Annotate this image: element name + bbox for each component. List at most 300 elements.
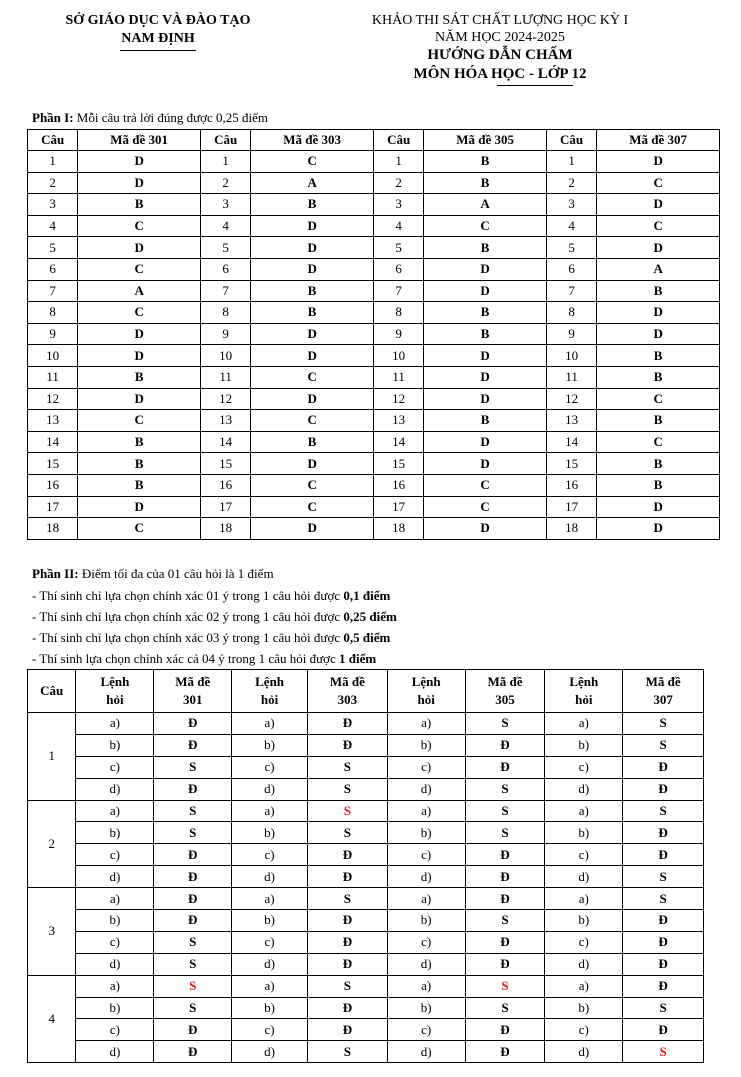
column-header: Mã đề 307	[623, 670, 704, 713]
answer-cell: D	[424, 258, 547, 280]
answer-cell: Đ	[308, 953, 388, 975]
rule-text: - Thí sinh chỉ lựa chọn chính xác 03 ý trong 1 câu hỏi được	[32, 630, 344, 645]
sub-question: b)	[232, 822, 308, 844]
question-number: 16	[28, 474, 78, 496]
question-number: 17	[546, 496, 596, 518]
answer-cell: A	[78, 280, 201, 302]
sub-question: d)	[387, 1041, 465, 1063]
table-row	[28, 323, 720, 345]
column-header: Mã đề 301	[78, 130, 201, 151]
question-number: 6	[373, 258, 423, 280]
answer-cell: B	[597, 453, 720, 475]
sub-question: b)	[387, 822, 465, 844]
column-header: Mã đề 305	[465, 670, 545, 713]
table-row	[28, 734, 704, 756]
answer-cell: B	[424, 172, 547, 194]
answer-cell: S	[623, 997, 704, 1019]
answer-cell: Đ	[465, 844, 545, 866]
answer-cell: D	[597, 151, 720, 173]
answer-cell: Đ	[465, 1041, 545, 1063]
column-header: Lệnh hỏi	[387, 670, 465, 713]
column-header: Mã đề 307	[597, 130, 720, 151]
exam-header	[330, 12, 670, 86]
answer-cell: S	[308, 888, 388, 910]
question-number: 7	[546, 280, 596, 302]
answer-cell: Đ	[465, 866, 545, 888]
question-number: 15	[28, 453, 78, 475]
question-number: 6	[546, 258, 596, 280]
answer-cell: A	[597, 258, 720, 280]
question-number: 9	[200, 323, 250, 345]
answer-cell: D	[78, 172, 201, 194]
table-row	[28, 997, 704, 1019]
table-row	[28, 778, 704, 800]
sub-question: c)	[545, 1019, 623, 1041]
part1-desc: Mỗi câu trả lời đúng được 0,25 điểm	[73, 110, 269, 125]
answer-cell: S	[154, 931, 232, 953]
sub-question: a)	[545, 713, 623, 735]
sub-question: b)	[76, 997, 154, 1019]
scoring-rule	[32, 651, 376, 667]
answer-cell: Đ	[623, 910, 704, 932]
sub-question: b)	[545, 822, 623, 844]
question-number: 1	[373, 151, 423, 173]
answer-cell: D	[251, 258, 374, 280]
answer-cell: S	[623, 734, 704, 756]
sub-question: b)	[387, 734, 465, 756]
answer-cell: S	[154, 997, 232, 1019]
answer-cell: Đ	[154, 1041, 232, 1063]
answer-cell: C	[597, 215, 720, 237]
answer-cell: S	[308, 778, 388, 800]
question-number: 3	[28, 194, 78, 216]
sub-question: d)	[232, 953, 308, 975]
sub-question: b)	[76, 910, 154, 932]
exam-name: KHẢO THI SÁT CHẤT LƯỢNG HỌC KỲ I	[371, 13, 629, 28]
sub-question: d)	[232, 866, 308, 888]
answer-cell: D	[424, 453, 547, 475]
answer-cell: C	[78, 215, 201, 237]
question-number: 18	[200, 518, 250, 540]
answer-cell: Đ	[308, 713, 388, 735]
answer-cell: S	[465, 910, 545, 932]
question-number: 7	[373, 280, 423, 302]
answer-cell: B	[424, 237, 547, 259]
table-row	[28, 431, 720, 453]
answer-cell: D	[424, 518, 547, 540]
question-number: 15	[373, 453, 423, 475]
answer-cell: C	[424, 474, 547, 496]
answer-cell: D	[597, 496, 720, 518]
column-header: Lệnh hỏi	[545, 670, 623, 713]
sub-question: b)	[232, 734, 308, 756]
sub-question: d)	[545, 1041, 623, 1063]
table-row	[28, 453, 720, 475]
sub-question: a)	[232, 975, 308, 997]
column-header: Lệnh hỏi	[76, 670, 154, 713]
table-row	[28, 410, 720, 432]
answer-cell: C	[251, 151, 374, 173]
answer-cell: D	[424, 388, 547, 410]
answer-cell: Đ	[308, 734, 388, 756]
answer-cell: C	[597, 388, 720, 410]
question-number: 15	[200, 453, 250, 475]
part2-desc: Điểm tối đa của 01 câu hỏi là 1 điểm	[78, 566, 274, 581]
divider	[120, 50, 196, 51]
answer-cell: D	[424, 366, 547, 388]
question-number: 12	[200, 388, 250, 410]
answer-cell: S	[308, 822, 388, 844]
sub-question: d)	[76, 866, 154, 888]
answer-cell: D	[78, 345, 201, 367]
sub-question: d)	[545, 866, 623, 888]
question-number: 18	[546, 518, 596, 540]
table-row	[28, 910, 704, 932]
sub-question: d)	[387, 866, 465, 888]
answer-cell: B	[78, 474, 201, 496]
answer-cell: B	[78, 366, 201, 388]
rule-points: 0,25 điểm	[343, 609, 397, 624]
question-number: 8	[373, 302, 423, 324]
question-number: 12	[373, 388, 423, 410]
question-number: 2	[28, 800, 76, 888]
rule-text: - Thí sinh chỉ lựa chọn chính xác 02 ý trong 1 câu hỏi được	[32, 609, 344, 624]
answer-cell: Đ	[465, 931, 545, 953]
school-year: NĂM HỌC 2024-2025	[435, 30, 565, 45]
answer-cell: Đ	[308, 866, 388, 888]
question-number: 8	[28, 302, 78, 324]
answer-cell: S	[465, 778, 545, 800]
answer-cell: S	[154, 975, 232, 997]
table-row	[28, 888, 704, 910]
sub-question: c)	[545, 931, 623, 953]
answer-cell: S	[465, 713, 545, 735]
answer-cell: B	[597, 474, 720, 496]
answer-cell: Đ	[154, 734, 232, 756]
column-header: Câu	[200, 130, 250, 151]
sub-question: b)	[76, 822, 154, 844]
divider	[497, 85, 573, 86]
answer-cell: B	[251, 194, 374, 216]
answer-cell: B	[597, 345, 720, 367]
question-number: 13	[373, 410, 423, 432]
sub-question: b)	[545, 734, 623, 756]
sub-question: a)	[76, 888, 154, 910]
rule-points: 0,5 điểm	[343, 630, 391, 645]
answer-cell: B	[597, 366, 720, 388]
answer-cell: S	[308, 800, 388, 822]
table-row	[28, 215, 720, 237]
sub-question: c)	[387, 931, 465, 953]
answer-cell: D	[251, 323, 374, 345]
question-number: 3	[28, 888, 76, 976]
answer-cell: Đ	[308, 1019, 388, 1041]
sub-question: b)	[232, 910, 308, 932]
sub-question: b)	[545, 997, 623, 1019]
question-number: 17	[28, 496, 78, 518]
table-row	[28, 302, 720, 324]
sub-question: d)	[387, 953, 465, 975]
sub-question: a)	[545, 888, 623, 910]
question-number: 6	[28, 258, 78, 280]
question-number: 5	[546, 237, 596, 259]
sub-question: a)	[545, 975, 623, 997]
question-number: 7	[200, 280, 250, 302]
table-header-row	[28, 130, 720, 151]
answer-cell: S	[308, 1041, 388, 1063]
sub-question: b)	[387, 910, 465, 932]
question-number: 7	[28, 280, 78, 302]
question-number: 2	[373, 172, 423, 194]
answer-cell: C	[597, 431, 720, 453]
question-number: 16	[200, 474, 250, 496]
column-header: Mã đề 303	[308, 670, 388, 713]
sub-question: d)	[545, 778, 623, 800]
sub-question: c)	[232, 756, 308, 778]
answer-cell: D	[251, 388, 374, 410]
answer-cell: Đ	[154, 844, 232, 866]
answer-cell: D	[424, 345, 547, 367]
answer-cell: Đ	[308, 997, 388, 1019]
column-header: Mã đề 301	[154, 670, 232, 713]
part2-label: Phần II:	[32, 566, 79, 581]
answer-cell: D	[597, 323, 720, 345]
question-number: 11	[546, 366, 596, 388]
part1-answer-table	[27, 129, 720, 540]
question-number: 16	[373, 474, 423, 496]
column-header: Câu	[546, 130, 596, 151]
answer-cell: C	[251, 474, 374, 496]
sub-question: c)	[232, 931, 308, 953]
column-header: Câu	[28, 130, 78, 151]
question-number: 17	[200, 496, 250, 518]
table-row	[28, 474, 720, 496]
table-row	[28, 280, 720, 302]
answer-cell: S	[623, 888, 704, 910]
answer-cell: B	[251, 431, 374, 453]
answer-cell: D	[597, 237, 720, 259]
answer-cell: D	[251, 453, 374, 475]
answer-cell: S	[623, 800, 704, 822]
answer-cell: C	[424, 215, 547, 237]
answer-cell: Đ	[623, 975, 704, 997]
answer-cell: S	[465, 822, 545, 844]
answer-cell: Đ	[154, 713, 232, 735]
answer-cell: B	[424, 151, 547, 173]
sub-question: c)	[76, 756, 154, 778]
answer-cell: B	[78, 431, 201, 453]
answer-cell: D	[424, 431, 547, 453]
table-row	[28, 713, 704, 735]
answer-cell: Đ	[308, 931, 388, 953]
table-row	[28, 388, 720, 410]
question-number: 12	[546, 388, 596, 410]
sub-question: c)	[387, 756, 465, 778]
answer-cell: D	[424, 280, 547, 302]
answer-cell: D	[78, 323, 201, 345]
answer-cell: D	[78, 496, 201, 518]
sub-question: c)	[232, 1019, 308, 1041]
sub-question: a)	[232, 713, 308, 735]
question-number: 2	[200, 172, 250, 194]
sub-question: d)	[76, 953, 154, 975]
answer-cell: S	[623, 866, 704, 888]
question-number: 16	[546, 474, 596, 496]
question-number: 9	[373, 323, 423, 345]
table-row	[28, 822, 704, 844]
part1-title	[32, 110, 268, 126]
question-number: 13	[546, 410, 596, 432]
answer-cell: S	[154, 800, 232, 822]
column-header: Câu	[28, 670, 76, 713]
province-name: NAM ĐỊNH	[121, 31, 195, 46]
answer-cell: Đ	[154, 1019, 232, 1041]
sub-question: d)	[545, 953, 623, 975]
answer-cell: B	[78, 194, 201, 216]
part2-title	[32, 566, 274, 582]
sub-question: b)	[387, 997, 465, 1019]
answer-cell: Đ	[465, 953, 545, 975]
question-number: 3	[373, 194, 423, 216]
answer-cell: C	[424, 496, 547, 518]
answer-cell: S	[465, 975, 545, 997]
answer-cell: C	[251, 366, 374, 388]
scoring-rule	[32, 630, 390, 646]
table-row	[28, 1019, 704, 1041]
sub-question: a)	[76, 713, 154, 735]
question-number: 10	[28, 345, 78, 367]
question-number: 6	[200, 258, 250, 280]
answer-cell: S	[623, 1041, 704, 1063]
answer-cell: Đ	[623, 756, 704, 778]
answer-cell: D	[78, 151, 201, 173]
answer-cell: Đ	[154, 866, 232, 888]
question-number: 17	[373, 496, 423, 518]
sub-question: a)	[232, 888, 308, 910]
answer-cell: C	[78, 410, 201, 432]
sub-question: c)	[76, 931, 154, 953]
table-row	[28, 172, 720, 194]
question-number: 18	[373, 518, 423, 540]
answer-cell: Đ	[154, 778, 232, 800]
department-header	[30, 12, 286, 51]
answer-cell: Đ	[623, 822, 704, 844]
question-number: 11	[28, 366, 78, 388]
answer-cell: B	[251, 302, 374, 324]
question-number: 4	[546, 215, 596, 237]
question-number: 11	[373, 366, 423, 388]
answer-cell: C	[251, 410, 374, 432]
answer-cell: S	[308, 975, 388, 997]
answer-cell: Đ	[465, 888, 545, 910]
answer-cell: B	[78, 453, 201, 475]
answer-cell: Đ	[154, 910, 232, 932]
question-number: 14	[28, 431, 78, 453]
table-row	[28, 953, 704, 975]
question-number: 1	[546, 151, 596, 173]
column-header: Lệnh hỏi	[232, 670, 308, 713]
rule-text: - Thí sinh chỉ lựa chọn chính xác 01 ý trong 1 câu hỏi được	[32, 588, 344, 603]
sub-question: c)	[387, 844, 465, 866]
question-number: 1	[28, 713, 76, 801]
subject-title: MÔN HÓA HỌC - LỚP 12	[413, 66, 587, 82]
question-number: 10	[373, 345, 423, 367]
column-header: Mã đề 303	[251, 130, 374, 151]
answer-cell: D	[251, 518, 374, 540]
doc-title: HƯỚNG DẪN CHẤM	[427, 47, 573, 63]
sub-question: c)	[232, 844, 308, 866]
column-header: Mã đề 305	[424, 130, 547, 151]
answer-cell: S	[154, 756, 232, 778]
question-number: 10	[546, 345, 596, 367]
question-number: 15	[546, 453, 596, 475]
table-row	[28, 844, 704, 866]
question-number: 4	[373, 215, 423, 237]
table-row	[28, 194, 720, 216]
part2-answer-table	[27, 669, 704, 1063]
table-row	[28, 366, 720, 388]
answer-cell: D	[597, 518, 720, 540]
answer-cell: Đ	[308, 844, 388, 866]
question-number: 14	[200, 431, 250, 453]
sub-question: a)	[387, 713, 465, 735]
question-number: 4	[200, 215, 250, 237]
answer-cell: B	[251, 280, 374, 302]
table-row	[28, 345, 720, 367]
answer-cell: B	[424, 410, 547, 432]
answer-cell: A	[251, 172, 374, 194]
table-row	[28, 866, 704, 888]
question-number: 13	[200, 410, 250, 432]
answer-cell: S	[308, 756, 388, 778]
question-number: 10	[200, 345, 250, 367]
answer-cell: S	[623, 713, 704, 735]
question-number: 4	[28, 975, 76, 1063]
answer-cell: C	[251, 496, 374, 518]
question-number: 4	[28, 215, 78, 237]
department-name: SỞ GIÁO DỤC VÀ ĐÀO TẠO	[65, 13, 251, 28]
answer-cell: Đ	[623, 844, 704, 866]
scoring-rule	[32, 588, 390, 604]
answer-cell: Đ	[465, 756, 545, 778]
answer-cell: S	[465, 800, 545, 822]
question-number: 14	[546, 431, 596, 453]
question-number: 18	[28, 518, 78, 540]
answer-cell: D	[78, 388, 201, 410]
sub-question: b)	[545, 910, 623, 932]
answer-cell: D	[597, 302, 720, 324]
sub-question: a)	[76, 975, 154, 997]
rule-text: - Thí sinh lựa chọn chính xác cả 04 ý trong 1 câu hỏi được	[32, 651, 340, 666]
answer-cell: Đ	[623, 953, 704, 975]
question-number: 11	[200, 366, 250, 388]
answer-cell: C	[78, 302, 201, 324]
sub-question: d)	[232, 1041, 308, 1063]
sub-question: b)	[76, 734, 154, 756]
sub-question: b)	[232, 997, 308, 1019]
question-number: 3	[546, 194, 596, 216]
answer-cell: Đ	[308, 910, 388, 932]
question-number: 14	[373, 431, 423, 453]
answer-cell: B	[597, 280, 720, 302]
question-number: 9	[546, 323, 596, 345]
table-row	[28, 1041, 704, 1063]
column-header: Câu	[373, 130, 423, 151]
answer-cell: D	[251, 237, 374, 259]
question-number: 9	[28, 323, 78, 345]
question-number: 12	[28, 388, 78, 410]
sub-question: c)	[76, 844, 154, 866]
